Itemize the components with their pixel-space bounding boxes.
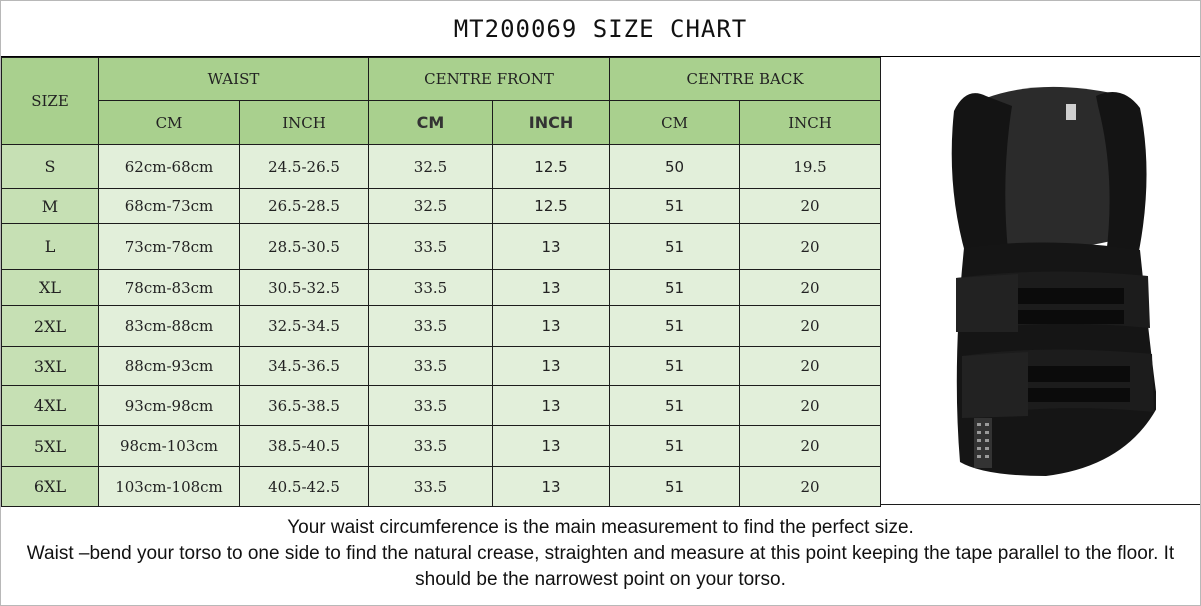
table-row [2, 347, 881, 386]
back-cm-cell: 51 [610, 426, 740, 467]
back-cm-cell: 51 [610, 224, 740, 270]
table-row [2, 189, 881, 224]
waist-trainer-vest-image [926, 66, 1156, 496]
header-centre-front: CENTRE FRONT [369, 58, 610, 101]
waist-inch-cell: 40.5-42.5 [240, 467, 369, 507]
size-rows [2, 145, 881, 507]
waist-cm-cell: 88cm-93cm [99, 347, 240, 386]
table-row [2, 426, 881, 467]
chart-title: MT200069 SIZE CHART [1, 1, 1200, 57]
note-line-2: Waist –bend your torso to one side to find the natural crease, straighten and measure at this point keeping the tape parallel to the floor. It should be the narrowest point on your torso. [26, 543, 1175, 590]
back-cm-cell: 51 [610, 467, 740, 507]
waist-cm-cell: 68cm-73cm [99, 189, 240, 224]
front-cm-cell: 33.5 [369, 426, 493, 467]
front-inch-cell: 13 [493, 467, 610, 507]
header-back-cm: CM [610, 101, 740, 145]
waist-inch-cell: 24.5-26.5 [240, 145, 369, 189]
front-inch-cell: 13 [493, 224, 610, 270]
waist-cm-cell: 83cm-88cm [99, 306, 240, 347]
size-cell: 5XL [2, 426, 99, 467]
size-cell: 2XL [2, 306, 99, 347]
front-inch-cell: 13 [493, 347, 610, 386]
waist-cm-cell: 103cm-108cm [99, 467, 240, 507]
waist-cm-cell: 78cm-83cm [99, 270, 240, 306]
size-cell: 6XL [2, 467, 99, 507]
back-inch-cell: 20 [740, 270, 881, 306]
size-cell: S [2, 145, 99, 189]
back-inch-cell: 20 [740, 467, 881, 507]
front-cm-cell: 33.5 [369, 224, 493, 270]
size-cell: XL [2, 270, 99, 306]
size-cell: 4XL [2, 386, 99, 426]
front-inch-cell: 12.5 [493, 189, 610, 224]
waist-inch-cell: 26.5-28.5 [240, 189, 369, 224]
back-cm-cell: 51 [610, 270, 740, 306]
front-inch-cell: 13 [493, 270, 610, 306]
waist-cm-cell: 62cm-68cm [99, 145, 240, 189]
size-cell: M [2, 189, 99, 224]
header-centre-back: CENTRE BACK [610, 58, 881, 101]
size-table [1, 57, 881, 507]
header-waist-cm: CM [99, 101, 240, 145]
table-row [2, 467, 881, 507]
waist-inch-cell: 30.5-32.5 [240, 270, 369, 306]
back-cm-cell: 51 [610, 347, 740, 386]
header-size: SIZE [2, 58, 99, 145]
table-row [2, 386, 881, 426]
back-cm-cell: 51 [610, 306, 740, 347]
back-inch-cell: 20 [740, 426, 881, 467]
waist-inch-cell: 32.5-34.5 [240, 306, 369, 347]
waist-inch-cell: 36.5-38.5 [240, 386, 369, 426]
front-cm-cell: 33.5 [369, 306, 493, 347]
front-cm-cell: 33.5 [369, 467, 493, 507]
front-inch-cell: 13 [493, 386, 610, 426]
waist-cm-cell: 73cm-78cm [99, 224, 240, 270]
back-inch-cell: 20 [740, 224, 881, 270]
front-cm-cell: 32.5 [369, 145, 493, 189]
waist-inch-cell: 28.5-30.5 [240, 224, 369, 270]
note-line-1: Your waist circumference is the main measurement to find the perfect size. [287, 517, 914, 538]
waist-inch-cell: 38.5-40.5 [240, 426, 369, 467]
back-inch-cell: 20 [740, 347, 881, 386]
front-inch-cell: 13 [493, 426, 610, 467]
front-inch-cell: 12.5 [493, 145, 610, 189]
back-inch-cell: 20 [740, 189, 881, 224]
product-image [881, 57, 1200, 505]
header-front-cm: CM [369, 101, 493, 145]
back-inch-cell: 20 [740, 386, 881, 426]
waist-cm-cell: 93cm-98cm [99, 386, 240, 426]
header-waist: WAIST [99, 58, 369, 101]
back-cm-cell: 51 [610, 386, 740, 426]
back-cm-cell: 51 [610, 189, 740, 224]
back-inch-cell: 19.5 [740, 145, 881, 189]
front-cm-cell: 33.5 [369, 347, 493, 386]
front-inch-cell: 13 [493, 306, 610, 347]
table-row [2, 224, 881, 270]
header-waist-inch: INCH [240, 101, 369, 145]
header-front-inch: INCH [493, 101, 610, 145]
back-inch-cell: 20 [740, 306, 881, 347]
front-cm-cell: 32.5 [369, 189, 493, 224]
table-row [2, 145, 881, 189]
size-cell: 3XL [2, 347, 99, 386]
waist-inch-cell: 34.5-36.5 [240, 347, 369, 386]
size-cell: L [2, 224, 99, 270]
table-row [2, 306, 881, 347]
table-row [2, 270, 881, 306]
front-cm-cell: 33.5 [369, 386, 493, 426]
waist-cm-cell: 98cm-103cm [99, 426, 240, 467]
back-cm-cell: 50 [610, 145, 740, 189]
measurement-notes [1, 515, 1200, 593]
front-cm-cell: 33.5 [369, 270, 493, 306]
header-back-inch: INCH [740, 101, 881, 145]
